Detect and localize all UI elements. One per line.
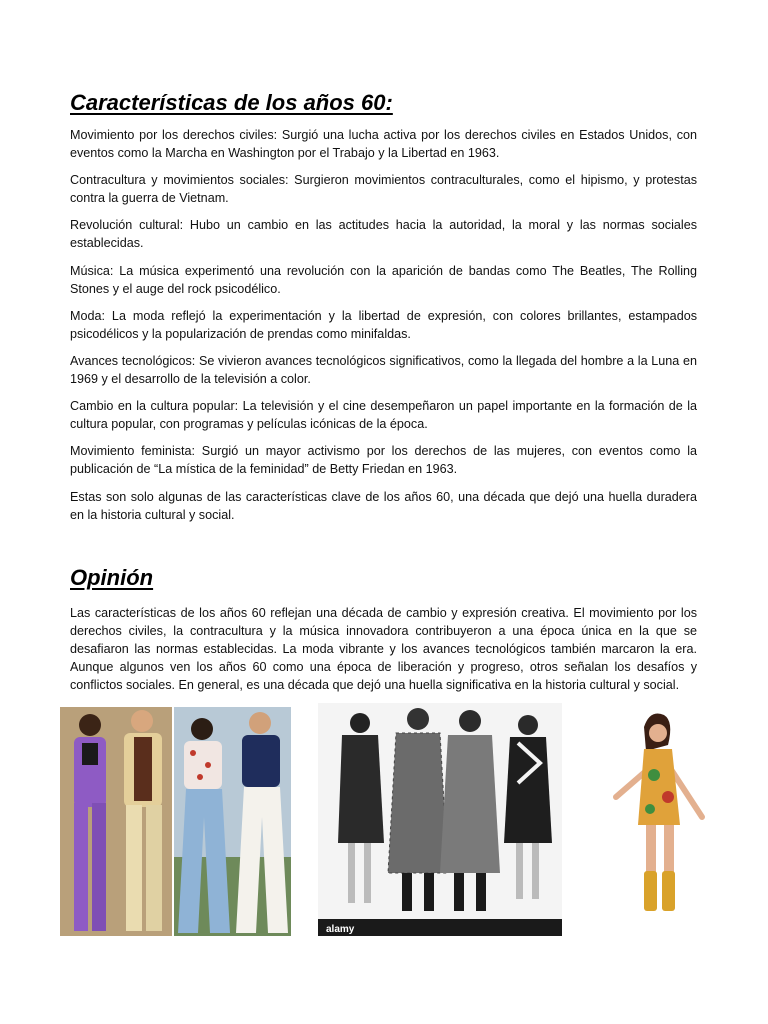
paragraph-counterculture: Contracultura y movimientos sociales: Surgieron movimientos contraculturales, como el hipismo, y protestas contra la guerra de Vietnam. — [70, 173, 697, 206]
paragraph-summary: Estas son solo algunas de las características clave de los años 60, una década que dejó una huella duradera en la historia cultural y social. — [70, 489, 697, 522]
opinion-section — [70, 563, 697, 703]
fashion-photo-mini-dress — [594, 705, 746, 935]
watermark-label: alamy — [326, 924, 355, 935]
paragraph-pop-culture: Cambio en la cultura popular: La televisión y el cine desempeñaron un papel importante en la formación de la cultura popular, con programas y películas icónicas de la época. — [70, 399, 697, 432]
paragraph-cultural-revolution: Revolución cultural: Hubo un cambio en las actitudes hacia la autoridad, la moral y las normas sociales establecidas. — [70, 218, 697, 251]
fashion-photo-bw-group — [318, 703, 562, 936]
paragraph-technology: Avances tecnológicos: Se vivieron avances tecnológicos significativos, como la llegada del hombre a la Luna en 1969 y el desarrollo de la televisión a color. — [70, 353, 697, 386]
page-title: Características de los años 60: — [70, 90, 393, 115]
characteristics-section — [70, 88, 697, 533]
paragraph-music: Música: La música experimentó una revolución con la aparición de bandas como The Beatles, The Rolling Stones y el auge del rock psicodélico. — [70, 263, 697, 296]
opinion-title: Opinión — [70, 565, 154, 590]
paragraph-feminism: Movimiento feminista: Surgió un mayor activismo por los derechos de las mujeres, con eventos como la publicación de “La mística de la feminidad” de Betty Friedan en 1963. — [70, 444, 697, 477]
paragraph-civil-rights: Movimiento por los derechos civiles: Surgió una lucha activa por los derechos civiles en Estados Unidos, con eventos como la Marcha en Washington por el Trabajo y la Libertad en 1963. — [70, 128, 697, 160]
fashion-photo-men-colored — [60, 707, 291, 936]
paragraph-fashion: Moda: La moda reflejó la experimentación y la libertad de expresión, con colores brillantes, estampados psicodélicos y la popularización de prendas como minifaldas. — [70, 308, 697, 341]
opinion-paragraph: Las características de los años 60 reflejan una década de cambio y expresión creativa. El movimiento por los derechos civiles, la contracultura y la música innovadora contribuyeron a una época única en la que se desafiaron las normas establecidas. La moda vibrante y los avances tecnológicos también marcaron la era. Aunque algunos ven los años 60 como una época de liberación y progreso, otros señalan los desafíos y conflictos sociales. En general, es una década que dejó una huella significativa en la historia cultural y social. — [70, 606, 697, 692]
